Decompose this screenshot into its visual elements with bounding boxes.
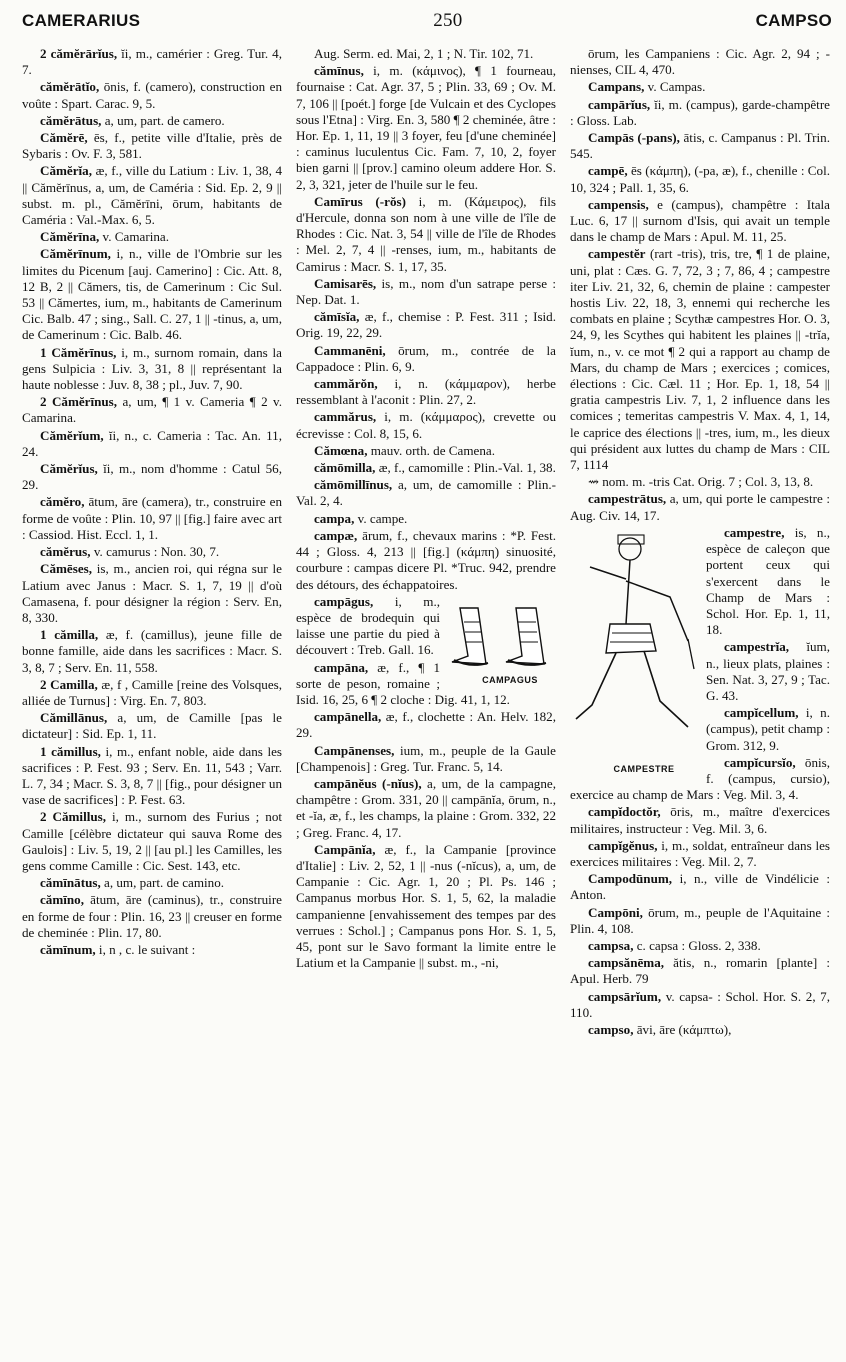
entry-headword: campsārĭum, — [588, 988, 662, 1004]
entry-headword: campānĕus (-nĭus), — [314, 775, 422, 791]
dictionary-entry — [22, 46, 282, 78]
dictionary-entry — [570, 491, 830, 523]
entry-definition: ōnis, f. (camero), construction en voûte : Spart. Carac. 9, 5. — [22, 79, 282, 111]
entry-definition: ĭi, m., camérier : Greg. Tur. 4, 7. — [22, 46, 282, 78]
entry-headword: campso, — [588, 1021, 634, 1037]
dictionary-entry — [22, 875, 282, 891]
entry-definition: ātum, āre (caminus), tr., construire en forme de four : Plin. 16, 23 || creuser en forme de cheminée : Plin. 17, 80. — [22, 892, 282, 940]
entry-definition: ārum, f., chevaux marins : *P. Fest. 44 ; Gloss. 4, 213 || [fig.] (κάμπη) sinuosité, courbure : campas dicere Pl. *Truc. 942, prendre des détours, des échappatoires. — [296, 527, 556, 592]
entry-definition: ēs, f., petite ville d'Italie, près de Sybaris : Ov. F. 3, 581. — [22, 130, 282, 162]
entry-definition: ătis, n., romarin [plante] : Apul. Herb. 79 — [570, 955, 830, 987]
dictionary-entry — [22, 892, 282, 941]
dictionary-entry — [22, 428, 282, 460]
entry-headword: campānella, — [314, 709, 382, 725]
dictionary-entry — [296, 63, 556, 193]
dictionary-entry — [296, 511, 556, 527]
entry-definition: æ, f., ¶ 1 sorte de peson, romaine ; Isid. 16, 25, 6 ¶ 2 cloche : Dig. 41, 1, 12. — [296, 659, 510, 707]
entry-headword: cămĕrus, — [40, 544, 91, 560]
dictionary-entry — [296, 776, 556, 841]
figure-caption: CAMPAGUS — [482, 674, 538, 685]
dictionary-entry — [22, 113, 282, 129]
entry-headword: Cămĕrĭus, — [40, 461, 98, 477]
entry-definition: ātum, āre (camera), tr., construire en forme de voûte : Plin. 10, 97 || [fig.] faire avec art : Cassiod. Hist. Eccl. 1, 1. — [22, 494, 282, 542]
entry-headword: campĭdoctŏr, — [588, 804, 661, 820]
entry-definition: æ, f., ville du Latium : Liv. 1, 38, 4 || Cămĕrīnus, a, um, de Caméria : Sid. Ep. 2, 9 || subst. m. pl., Cămĕrīni, ōrum, habitants de Caméria : Val.-Max. 6, 5. — [22, 163, 282, 228]
entry-headword: campsănēma, — [588, 955, 665, 971]
dictionary-entry — [22, 394, 282, 426]
entry-definition: i, m., soldat, entraîneur dans les exercices militaires : Veg. Mil. 2, 7. — [570, 837, 830, 869]
entry-definition: i, m., surnom des Furius ; not Camille [célèbre dictateur qui sauva Rome des Gaulois] : Liv. 5, 19, 2 || [au pl.] les Camilles, les gens comme Camille : Cic. Sest. 143, etc. — [22, 809, 282, 873]
entry-headword: campāna, — [314, 659, 369, 675]
dictionary-entry — [22, 627, 282, 676]
dictionary-entry — [22, 345, 282, 394]
entry-headword: Cămĕrĭa, — [40, 163, 92, 179]
dictionary-entry — [22, 246, 282, 343]
entry-headword: Cămĕrīna, — [40, 229, 100, 245]
entry-headword: cămĕrātĭo, — [40, 79, 100, 95]
entry-headword: campa, — [314, 510, 355, 526]
entry-definition: ĭi, m., nom d'homme : Catul 56, 29. — [22, 461, 282, 493]
dictionary-entry — [22, 809, 282, 874]
dictionary-entry — [22, 79, 282, 111]
dictionary-entry — [570, 474, 830, 490]
dictionary-entry — [570, 79, 830, 95]
entry-definition: ĭi, m. (campus), garde-champêtre : Gloss. Lab. — [570, 96, 830, 128]
entry-definition: ēs (κάμπη), (-pa, æ), f., chenille : Col. 10, 324 ; Pall. 1, 35, 6. — [570, 163, 830, 195]
entry-headword: 2 Cămillus, — [40, 809, 106, 825]
dictionary-entry — [570, 838, 830, 870]
entry-headword: Campōni, — [588, 904, 643, 920]
entry-headword: cămĕrātus, — [40, 112, 102, 128]
entry-definition: i, m. (κάμινος), ¶ 1 fourneau, fournaise : Cat. Agr. 37, 5 ; Plin. 33, 69 ; Ov. M. 7, 106 || [poét.] forge [de Vulcain et des Cyclopes sous l'Etna] : Virg. En. 3, 580 ¶ 2 cheminée, âtre : Hor. Ep. 1, 11, 19 || 3 foyer, feu [d'une cheminée] : caminus luculentus Cic. Fam. 7, 10, 2, foyer bien garni || [prov.] camino oleum addere Hor. S. 2, 3, 321, jeter de l'huile sur le feu. — [296, 63, 556, 192]
column-3 — [570, 46, 830, 1352]
dictionary-entry — [296, 443, 556, 459]
entry-headword: campensis, — [588, 196, 649, 212]
dictionary-entry — [296, 376, 556, 408]
dictionary-entry — [296, 842, 556, 972]
entry-headword: Camīrus (-rŏs) — [314, 193, 406, 209]
entry-headword: Cămillānus, — [40, 710, 108, 726]
dictionary-entry — [22, 710, 282, 742]
entry-definition: ōrum, les Campaniens : Cic. Agr. 2, 94 ; -nienses, CIL 4, 470. — [570, 46, 830, 78]
entry-definition: a, um, part. de camero. — [101, 112, 225, 128]
entry-definition: v. Campas. — [644, 79, 706, 95]
entry-headword: campāgus, — [314, 593, 374, 609]
entry-headword: campestrĭa, — [724, 639, 790, 655]
dictionary-entry — [296, 477, 556, 509]
entry-headword: Cămĕrīnum, — [40, 246, 111, 262]
dictionary-entry — [296, 460, 556, 476]
entry-definition: ōnis, f. (campus, cursio), exercice au champ de Mars : Veg. Mil. 3, 4. — [570, 754, 830, 803]
entry-definition: æ, f., chemise : P. Fest. 311 ; Isid. Orig. 19, 22, 29. — [296, 309, 556, 341]
dictionary-entry — [296, 309, 556, 341]
entry-headword: Campodūnum, — [588, 871, 673, 887]
entry-definition: i, m., enfant noble, aide dans les sacrifices : P. Fest. 93 ; Serv. En. 11, 543 ; Varr. L. 7, 34 ; Macr. S. 3, 8, 7 || [fig., pour désigner un vase de sacrifices] : P. Fest. 63. — [22, 743, 282, 808]
entry-definition: æ, f., clochette : An. Helv. 182, 29. — [296, 709, 556, 741]
entry-definition: e (campus), champêtre : Itala Luc. 6, 17 || surnom d'Isis, qui avait un temple dans le champ de Mars : Apul. M. 11, 25. — [570, 196, 830, 245]
entry-definition: v. campe. — [354, 510, 408, 526]
entry-headword: Cămœna, — [314, 442, 368, 458]
entry-headword: Camisarēs, — [314, 275, 377, 291]
entry-headword: cammărus, — [314, 409, 377, 425]
dictionary-entry — [296, 343, 556, 375]
dictionary-entry — [296, 743, 556, 775]
entry-headword: campē, — [588, 163, 628, 179]
dictionary-entry — [296, 276, 556, 308]
dictionary-entry — [570, 97, 830, 129]
dictionary-entry — [570, 197, 830, 246]
entry-headword: 1 cămillus, — [40, 743, 101, 759]
entry-definition: (rart -tris), tris, tre, ¶ 1 de plaine, uni, plat : Cæs. G. 7, 72, 3 ; 7, 86, 4 ; campestre iter Liv. 21, 32, 6, chemin de plaine : campester hostis Liv. 22, 18, 3, ennemi qui recherche les combats en plaine ; Scythæ campestres Hor. O. 3, 24, 9, les Scythes qui habitent les plaines || -trĭa, ĭum, n., v. ce mot ¶ 2 qui a rapport au champ de Mars, du champ de Mars ; exercices ; comices, élections : Cic. Cæl. 11 ; Hor. Ep. 1, 18, 54 || gratia campestris Liv. 7, 1, 2 influence dans les comices ; temeritas campestris V. Max. 4, 1, 14, le caprice des élections || -tres, ium, m., les dieux qui président aux luttes du champ de Mars : CIL 7, 1114 — [570, 246, 831, 473]
dictionary-entry — [22, 544, 282, 560]
entry-headword: campsa, — [588, 937, 634, 953]
dictionary-entry — [22, 229, 282, 245]
dictionary-entry — [22, 561, 282, 626]
entry-definition: a, um, part. de camino. — [100, 875, 225, 891]
entry-headword: cămīnātus, — [40, 875, 101, 891]
entry-definition: c. capsa : Gloss. 2, 338. — [633, 937, 761, 953]
entry-headword: 2 Camilla, — [40, 676, 98, 692]
entry-headword: Cămēses, — [40, 561, 92, 577]
figure-caption: CAMPESTRE — [613, 763, 675, 774]
entry-headword: Cammanēni, — [314, 342, 386, 358]
entry-definition: v. capsa- : Schol. Hor. S. 2, 7, 110. — [570, 988, 830, 1020]
entry-definition: æ, f. (camillus), jeune fille de bonne famille, aide dans les sacrifices : Macr. S. 3, 8, 7 ; Serv. En. 11, 558. — [22, 627, 282, 675]
entry-definition: ōris, m., maître d'exercices militaires, instructeur : Veg. Mil. 3, 6. — [570, 804, 830, 836]
entry-definition: i, n. (campus), petit champ : Grom. 312, 9. — [706, 705, 830, 753]
entry-headword: campārĭus, — [588, 96, 651, 112]
entry-definition: ātis, c. Campanus : Pl. Trin. 545. — [570, 130, 830, 162]
entry-definition: is, m., ancien roi, qui régna sur le Latium avec Janus : Macr. S. 1, 7, 19 || d'où Camasena, f. pour désigner la région : Serv. En, 8, 330. — [22, 561, 282, 625]
entry-definition: i, m. (κάμμαρος), crevette ou écrevisse : Col. 8, 15, 6. — [296, 409, 556, 441]
entry-definition: ĭum, n., lieux plats, plaines : Sen. Nat. 3, 27, 9 ; Tac. G. 43. — [706, 639, 830, 703]
entry-definition: ium, m., peuple de la Gaule [Champenois] : Greg. Tur. Franc. 5, 14. — [296, 742, 556, 774]
entry-headword: campæ, — [314, 527, 358, 543]
entry-headword: 1 cămilla, — [40, 627, 99, 643]
dictionary-entry — [570, 130, 830, 162]
entry-headword: Cămĕrē, — [40, 130, 88, 146]
entry-headword: campĭcellum, — [724, 705, 799, 721]
dictionary-entry — [22, 744, 282, 809]
entry-definition: i, m. (Κάμειρος), fils d'Hercule, donna son nom à une ville de l'île de Rhodes : Cic. Nat. 3, 54 || ville de l'île de Rhodes : Mel. 2, 7, 4 || -renses, ium, m., habitants de Camirus : Macr. S. 1, 17, 35. — [296, 193, 557, 274]
dictionary-entry — [296, 709, 556, 741]
dictionary-entry — [296, 409, 556, 441]
column-1 — [22, 46, 282, 1352]
dictionary-entry — [570, 938, 830, 954]
entry-headword: Campānĭa, — [314, 841, 376, 857]
entry-definition: i, n , c. le suivant : — [95, 941, 196, 957]
dictionary-entry — [570, 905, 830, 937]
entry-definition: ĭi, n., c. Cameria : Tac. An. 11, 24. — [22, 427, 282, 459]
running-head-right: CAMPSO — [755, 11, 832, 30]
entry-definition: a, um, de camomille : Plin.-Val. 2, 4. — [296, 477, 556, 509]
entry-headword: campestrātus, — [588, 491, 667, 507]
dictionary-entry — [570, 46, 830, 78]
dictionary-entry — [570, 1022, 830, 1038]
entry-headword: Campans, — [588, 79, 645, 95]
entry-headword: 2 Cămĕrīnus, — [40, 394, 118, 410]
entry-headword: cămīnum, — [40, 941, 96, 957]
entry-headword: cămōmilla, — [314, 460, 376, 476]
entry-headword: cămōmillīnus, — [314, 477, 393, 493]
column-2 — [296, 46, 556, 1352]
dictionary-entry — [22, 130, 282, 162]
campestre-illustration — [570, 529, 700, 777]
entry-definition: i, n., ville de l'Ombrie sur les limites du Picenum [auj. Camerino] : Cic. Att. 8, 12 B, 2 || Cămers, tis, de Camerinum : Cic Sul. 53 || Cămertes, ium, m., habitants de Camerinum Cic. Balb. 47 ; sing., Sall. C. 27, 1 || -tinus, a, um, de Camerinum : Cic. Balb. 46. — [22, 246, 282, 343]
running-head — [22, 10, 832, 46]
entry-definition: ōrum, m., contrée de la Cappadoce : Plin. 6, 9. — [296, 342, 556, 374]
entry-headword: 2 cămĕrārĭus, — [40, 46, 118, 61]
entry-definition: a, um, de Camille [pas le dictateur] : Sid. Ep. 1, 11. — [22, 710, 282, 742]
entry-headword: Campās (-pans), — [588, 130, 680, 146]
dictionary-entry — [22, 494, 282, 543]
dictionary-entry — [570, 246, 830, 473]
entry-definition: is, n., espèce de caleçon que portent ceux qui s'exercent dans le Champ de Mars : Schol. Hor. Ep. 1, 11, 18. — [706, 524, 830, 638]
entry-headword: campĭgĕnus, — [588, 837, 658, 853]
entry-definition: æ, f., camomille : Plin.-Val. 1, 38. — [375, 460, 556, 476]
entry-definition: a, um, ¶ 1 v. Cameria ¶ 2 v. Camarina. — [22, 394, 282, 426]
dictionary-entry — [296, 194, 556, 275]
entry-definition: Aug. Serm. ed. Mai, 2, 1 ; N. Tir. 102, 71. — [314, 46, 534, 61]
entry-headword: cammărŏn, — [314, 376, 378, 392]
entry-definition: ⇝ nom. m. -tris Cat. Orig. 7 ; Col. 3, 13, 8. — [588, 474, 814, 490]
entry-definition: v. Camarina. — [99, 229, 169, 245]
entry-definition: v. camurus : Non. 30, 7. — [90, 544, 220, 560]
entry-headword: 1 Cămĕrīnus, — [40, 344, 117, 360]
entry-headword: cămīsĭa, — [314, 309, 360, 325]
entry-definition: i, n. (κάμμαρον), herbe ressemblant à l'aconit : Plin. 27, 2. — [296, 376, 556, 408]
entry-definition: a, um, qui porte le campestre : Aug. Civ. 14, 17. — [570, 491, 830, 523]
entry-headword: campestre, — [724, 524, 785, 540]
entry-headword: cămīnus, — [314, 63, 364, 79]
entry-headword: Cămĕrĭum, — [40, 427, 104, 443]
dictionary-entry — [570, 163, 830, 195]
dictionary-entry — [570, 989, 830, 1021]
page-number: 250 — [433, 10, 463, 31]
columns — [22, 46, 832, 1352]
entry-headword: campestĕr — [588, 246, 646, 262]
entry-headword: cămĕro, — [40, 494, 85, 510]
running-head-left: CAMERARIUS — [22, 11, 141, 30]
entry-definition: āvi, āre (κάμπτω), — [633, 1021, 732, 1037]
dictionary-entry — [570, 871, 830, 903]
dictionary-entry — [570, 804, 830, 836]
entry-definition: is, m., nom d'un satrape perse : Nep. Dat. 1. — [296, 275, 556, 308]
entry-definition: i, m., surnom romain, dans la gens Sulpicia : Liv. 3, 31, 8 || représentant la haute noblesse : Juv. 8, 38 ; pl., Juv. 7, 90. — [22, 344, 282, 393]
entry-definition: ōrum, m., peuple de l'Aquitaine : Plin. 4, 108. — [570, 904, 830, 936]
entry-definition: mauv. orth. de Camena. — [367, 442, 495, 458]
dictionary-entry — [22, 942, 282, 958]
entry-definition: i, m., espèce de brodequin qui laisse une partie du pied à découvert : Treb. Gall. 16. — [296, 593, 440, 658]
dictionary-entry — [22, 163, 282, 228]
campagus-illustration — [446, 598, 556, 688]
dictionary-entry — [22, 461, 282, 493]
entry-definition: æ, f , Camille [reine des Volsques, alliée de Turnus] : Virg. En. 7, 803. — [22, 676, 283, 708]
entry-headword: cămīno, — [40, 892, 85, 908]
entry-definition: æ, f., la Campanie [province d'Italie] : Liv. 2, 52, 1 || -nus (-nĭcus), a, um, de Campanie : Cic. Agr. 1, 20 ; Pl. Ps. 146 ; Campanus morbus Hor. S. 1, 5, 62, la maladie campanienne [envahissement des tempes par des verrues : Schol.] ; Campanus pons Hor. S. 1, 5, 45, pont sur le Savo formant la limite entre le Latium et la Campanie || subst. m., -ni, — [296, 841, 556, 971]
dictionary-entry — [296, 528, 556, 593]
dictionary-entry — [296, 46, 556, 62]
entry-definition: a, um, de la campagne, champêtre : Grom. 331, 20 || campānĭa, ōrum, n., et -ĭa, æ, f., les champs, la plaine : Grom. 332, 22 ; Greg. Franc. 4, 17. — [296, 775, 556, 840]
entry-headword: campĭcursĭo, — [724, 754, 796, 770]
entry-definition: i, n., ville de Vindélicie : Anton. — [570, 871, 830, 903]
entry-headword: Campānenses, — [314, 742, 395, 758]
dictionary-entry — [22, 677, 282, 709]
dictionary-entry — [570, 955, 830, 987]
